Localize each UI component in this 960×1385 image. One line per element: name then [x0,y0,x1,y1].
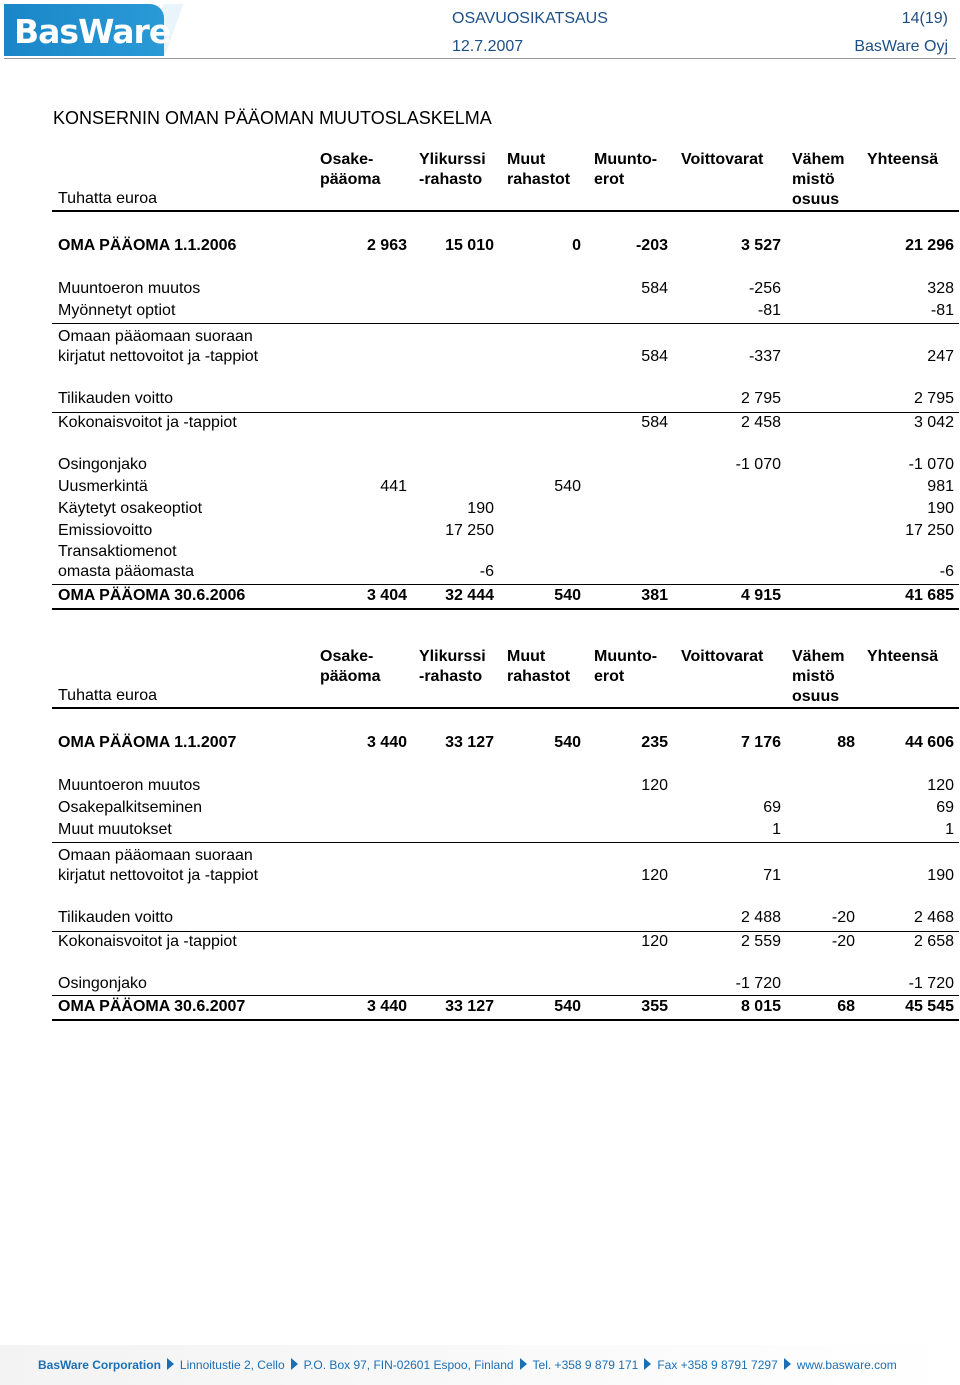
value-cell: 4 915 [740,587,781,604]
company-name: BasWare Oyj [854,38,948,55]
row-label: Osakepalkitseminen [58,799,203,816]
value-cell: 355 [641,998,668,1015]
value-cell: 2 488 [740,909,781,926]
footer-company: BasWare Corporation [38,1358,161,1372]
column-header: Ylikurssi -rahasto [419,151,486,188]
table-row [52,456,959,478]
row-divider [52,584,959,585]
unit-label: Tuhatta euroa [58,190,158,207]
value-cell: 381 [641,587,668,604]
table-row [52,478,959,500]
column-header: Muunto- erot [594,648,658,685]
value-cell: 33 127 [445,734,494,751]
value-cell: 3 042 [913,414,954,431]
value-cell: 44 606 [905,734,954,751]
footer-address: Linnoitustie 2, Cello [179,1358,285,1372]
value-cell: -256 [748,280,781,297]
row-label: Uusmerkintä [58,478,148,495]
footer-bar [0,1345,960,1385]
table-row [52,500,959,522]
value-cell: -81 [930,302,954,319]
footer-tel: Tel. +358 9 879 171 [532,1358,639,1372]
value-cell: -1 720 [735,975,781,992]
value-cell: 540 [554,998,581,1015]
row-label: Osingonjako [58,456,147,473]
value-cell: 32 444 [445,587,494,604]
value-cell: 2 963 [366,237,407,254]
value-cell: 69 [936,799,954,816]
arrow-icon [167,1358,174,1370]
row-label: kirjatut nettovoitot ja -tappiot [58,348,259,365]
row-label: Tilikauden voitto [58,390,174,407]
row-label: Muut muutokset [58,821,172,838]
row-divider [52,608,959,610]
row-label: OMA PÄÄOMA 30.6.2007 [58,998,246,1015]
table-row [52,587,959,609]
page-number: 14(19) [901,10,948,27]
table-row [52,734,959,756]
table-row [52,821,959,843]
value-cell: 2 559 [740,933,781,950]
row-divider [52,931,959,932]
row-label: kirjatut nettovoitot ja -tappiot [58,867,259,884]
row-label: Omaan pääomaan suoraan [58,328,253,345]
value-cell: 120 [641,867,668,884]
table-row [52,522,959,544]
value-cell: 68 [837,998,855,1015]
row-label: OMA PÄÄOMA 30.6.2006 [58,587,246,604]
value-cell: 3 440 [366,734,407,751]
value-cell: 69 [763,799,781,816]
value-cell: 1 [772,821,781,838]
value-cell: -20 [831,933,855,950]
footer-web[interactable]: www.basware.com [796,1358,897,1372]
table2-table [52,647,959,1107]
value-cell: 45 545 [905,998,954,1015]
table-row [52,348,959,370]
value-cell: 328 [927,280,954,297]
value-cell: 2 795 [740,390,781,407]
arrow-icon [784,1358,791,1370]
table-row [52,280,959,302]
value-cell: -1 070 [735,456,781,473]
value-cell: 3 404 [366,587,407,604]
value-cell: 71 [763,867,781,884]
value-cell: 235 [641,734,668,751]
row-label: Muuntoeron muutos [58,280,201,297]
row-label: Osingonjako [58,975,147,992]
value-cell: 1 [945,821,954,838]
footer-contact [38,1358,897,1372]
footer-fax: Fax +358 9 8791 7297 [657,1358,778,1372]
table-row [52,799,959,821]
row-label: Käytetyt osakeoptiot [58,500,203,517]
row-label: OMA PÄÄOMA 1.1.2006 [58,237,237,254]
value-cell: 247 [927,348,954,365]
value-cell: 540 [554,587,581,604]
value-cell: 0 [572,237,581,254]
column-header: Voittovarat [681,648,764,665]
table-row [52,237,959,259]
header-divider [4,58,956,59]
value-cell: -1 070 [908,456,954,473]
column-header: Osake- pääoma [320,151,381,188]
value-cell: -6 [479,563,494,580]
value-cell: -337 [748,348,781,365]
row-label: Muuntoeron muutos [58,777,201,794]
table-row [52,414,959,436]
value-cell: 8 015 [740,998,781,1015]
value-cell: 15 010 [445,237,494,254]
value-cell: 2 795 [913,390,954,407]
row-label: Myönnetyt optiot [58,302,176,319]
row-label: Tilikauden voitto [58,909,174,926]
row-divider [52,842,959,843]
column-header: Muut rahastot [507,648,571,685]
value-cell: -20 [831,909,855,926]
row-divider [52,323,959,324]
table-row [52,998,959,1020]
arrow-icon [291,1358,298,1370]
arrow-icon [520,1358,527,1370]
table-row [52,867,959,889]
row-divider [52,995,959,996]
doc-title: OSAVUOSIKATSAUS [452,10,608,27]
table-row [52,328,959,350]
column-header: Muunto- erot [594,151,658,188]
table-row [52,563,959,585]
value-cell: 584 [641,348,668,365]
table-row [52,543,959,565]
column-header: Vähem mistö osuus [792,648,845,705]
value-cell: 190 [467,500,494,517]
column-header: Ylikurssi -rahasto [419,648,486,685]
table-row [52,933,959,955]
value-cell: 584 [641,414,668,431]
value-cell: 33 127 [445,998,494,1015]
row-label: Kokonaisvoitot ja -tappiot [58,933,237,950]
value-cell: 3 527 [740,237,781,254]
table-row [52,909,959,931]
row-label: Transaktiomenot [58,543,177,560]
row-divider [52,210,959,212]
row-divider [52,1019,959,1021]
value-cell: 88 [837,734,855,751]
table-row [52,302,959,324]
value-cell: 190 [927,867,954,884]
value-cell: -6 [939,563,954,580]
footer-pobox: P.O. Box 97, FIN-02601 Espoo, Finland [303,1358,514,1372]
column-header: Vähem mistö osuus [792,151,845,208]
table-row [52,777,959,799]
column-header: Osake- pääoma [320,648,381,685]
value-cell: 981 [927,478,954,495]
column-header: Voittovarat [681,151,764,168]
table1-table [52,150,959,610]
value-cell: 2 468 [913,909,954,926]
column-header: Yhteensä [867,648,939,665]
report-date: 12.7.2007 [452,38,524,55]
table-row [52,390,959,412]
row-label: omasta pääomasta [58,563,195,580]
value-cell: 540 [554,478,581,495]
arrow-icon [644,1358,651,1370]
value-cell: 190 [927,500,954,517]
unit-label: Tuhatta euroa [58,687,158,704]
column-header: Muut rahastot [507,151,571,188]
row-label: Kokonaisvoitot ja -tappiot [58,414,237,431]
value-cell: 21 296 [905,237,954,254]
logo-text: BasWare [14,12,171,51]
value-cell: -1 720 [908,975,954,992]
value-cell: 2 458 [740,414,781,431]
value-cell: 441 [380,478,407,495]
page-title: KONSERNIN OMAN PÄÄOMAN MUUTOSLASKELMA [53,108,492,128]
value-cell: 17 250 [445,522,494,539]
value-cell: 3 440 [366,998,407,1015]
table-row [52,847,959,869]
row-divider [52,412,959,413]
value-cell: 120 [927,777,954,794]
value-cell: 17 250 [905,522,954,539]
value-cell: 7 176 [740,734,781,751]
value-cell: 2 658 [913,933,954,950]
basware-logo [4,4,171,56]
value-cell: 540 [554,734,581,751]
row-divider [52,707,959,709]
table-row [52,975,959,997]
row-label: Omaan pääomaan suoraan [58,847,253,864]
value-cell: 584 [641,280,668,297]
row-label: OMA PÄÄOMA 1.1.2007 [58,734,237,751]
value-cell: -81 [757,302,781,319]
row-label: Emissiovoitto [58,522,153,539]
value-cell: 41 685 [905,587,954,604]
column-header: Yhteensä [867,151,939,168]
value-cell: -203 [635,237,668,254]
value-cell: 120 [641,933,668,950]
value-cell: 120 [641,777,668,794]
